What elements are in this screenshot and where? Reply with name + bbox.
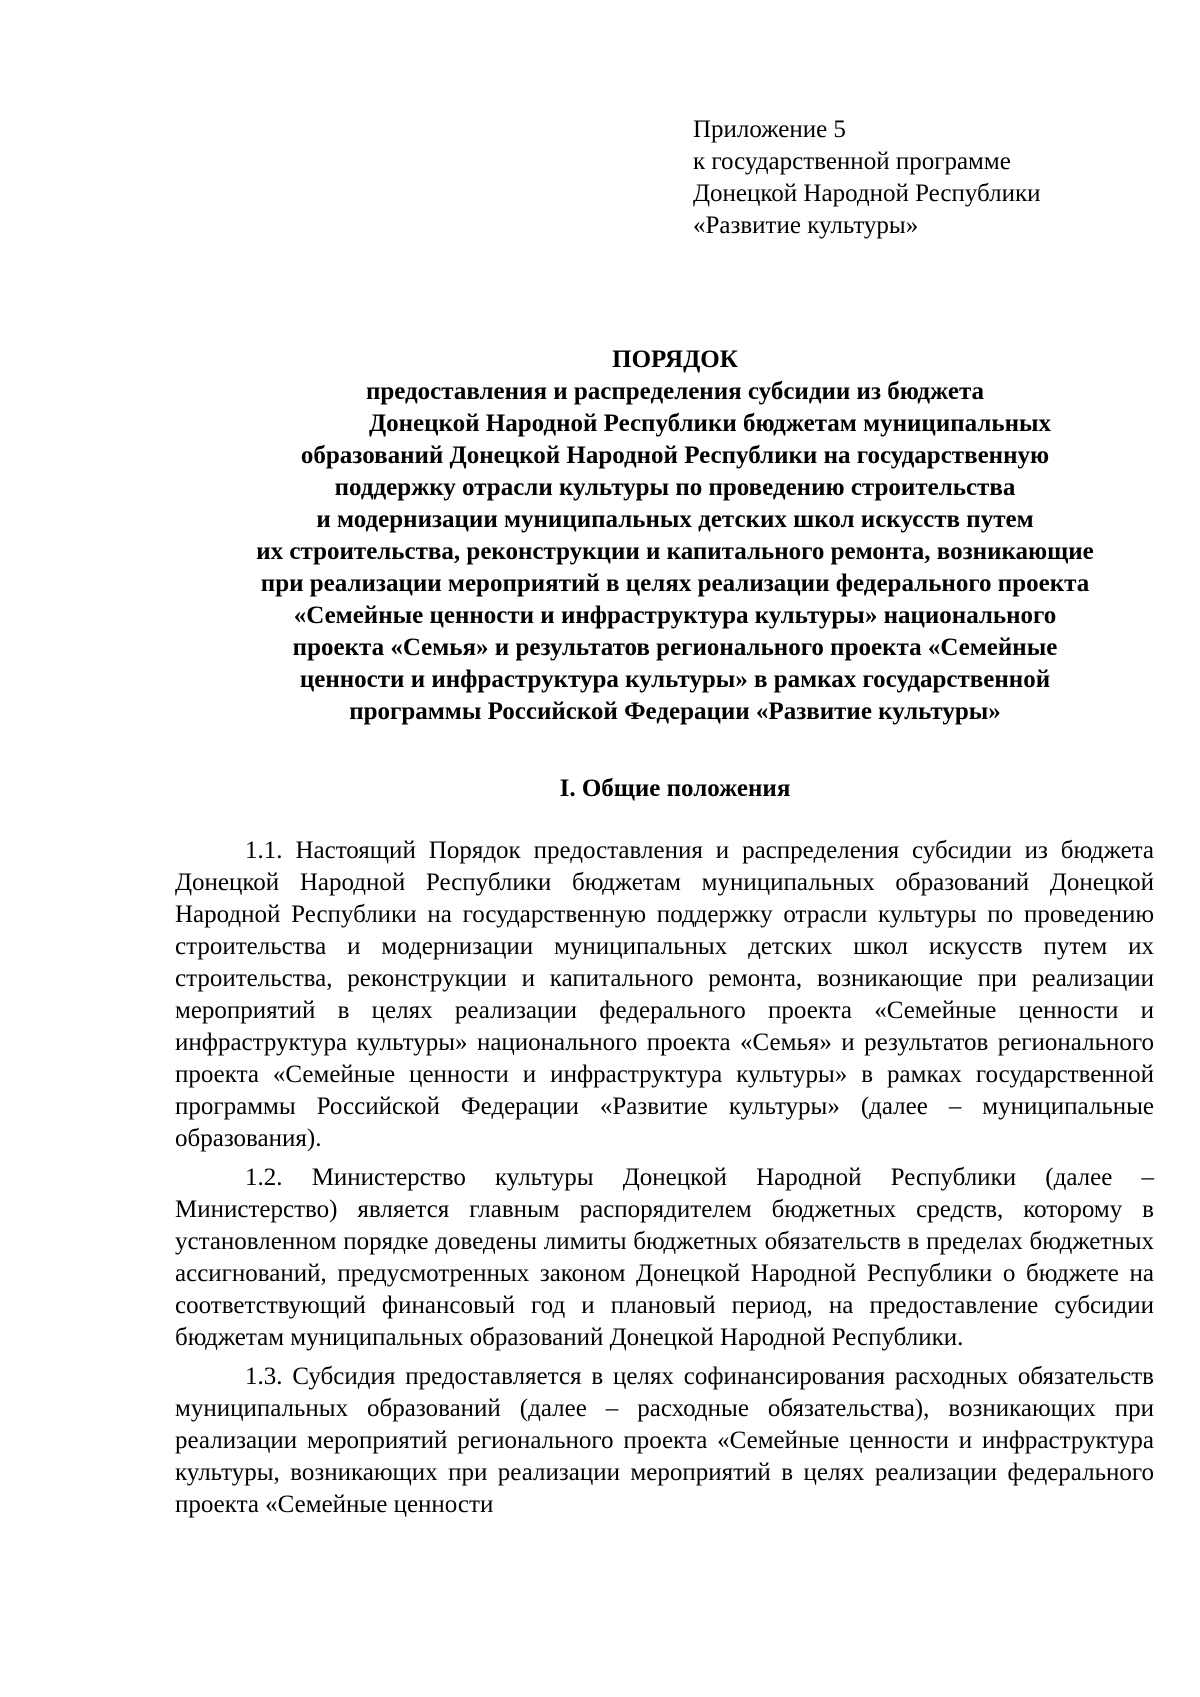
title-line: «Семейные ценности и инфраструктура культуры» национального — [293, 602, 1057, 629]
document-body — [175, 835, 1154, 1521]
title-line: Донецкой Народной Республики бюджетам муниципальных — [368, 410, 1052, 437]
appendix-note — [693, 114, 1173, 242]
title-line: проекта «Семья» и результатов регионального проекта «Семейные — [292, 634, 1058, 661]
title-line: поддержку отрасли культуры по проведению строительства — [334, 474, 1016, 501]
appendix-line: Донецкой Народной Республики — [693, 180, 1041, 207]
appendix-line: «Развитие культуры» — [693, 212, 919, 239]
title-line: образований Донецкой Народной Республики на государственную — [300, 442, 1050, 469]
title-line: программы Российской Федерации «Развитие культуры» — [349, 698, 1001, 725]
paragraph-1-2: 1.2. Министерство культуры Донецкой Народной Республики (далее – Министерство) является главным распорядителем бюджетных средств, которому в установленном порядке доведены лимиты бюджетных обязательств в пределах бюджетных ассигнований, предусмотренных законом Донецкой Народной Республики о бюджете на соответствующий финансовый год и плановый период, на предоставление субсидии бюджетам муниципальных образований Донецкой Народной Республики. — [175, 1164, 1154, 1351]
title-line: и модернизации муниципальных детских школ искусств путем — [316, 506, 1034, 533]
paragraph-1-1: 1.1. Настоящий Порядок предоставления и распределения субсидии из бюджета Донецкой Народной Республики бюджетам муниципальных образований Донецкой Народной Республики на государственную поддержку отрасли культуры по проведению строительства и модернизации муниципальных детских школ искусств путем их строительства, реконструкции и капитального ремонта, возникающие при реализации мероприятий в целях реализации федерального проекта «Семейные ценности и инфраструктура культуры» национального проекта «Семья» и результатов регионального проекта «Семейные ценности и инфраструктура культуры» в рамках государственной программы Российской Федерации «Развитие культуры» (далее – муниципальные образования). — [175, 837, 1154, 1152]
section-heading: I. Общие положения — [559, 775, 791, 802]
appendix-line: к государственной программе — [693, 148, 1011, 175]
title-line: их строительства, реконструкции и капитального ремонта, возникающие — [256, 538, 1094, 565]
title-line: предоставления и распределения субсидии из бюджета — [365, 378, 985, 405]
appendix-line: Приложение 5 — [693, 116, 846, 143]
document-title — [175, 344, 1175, 728]
title-line: при реализации мероприятий в целях реализации федерального проекта — [260, 570, 1090, 597]
title-line: ценности и инфраструктура культуры» в рамках государственной — [299, 666, 1051, 693]
title-heading: ПОРЯДОК — [612, 346, 738, 373]
paragraph-1-3: 1.3. Субсидия предоставляется в целях софинансирования расходных обязательств муниципальных образований (далее – расходные обязательства), возникающих при реализации мероприятий регионального проекта «Семейные ценности и инфраструктура культуры, возникающих при реализации мероприятий в целях реализации федерального проекта «Семейные ценности — [175, 1363, 1154, 1518]
